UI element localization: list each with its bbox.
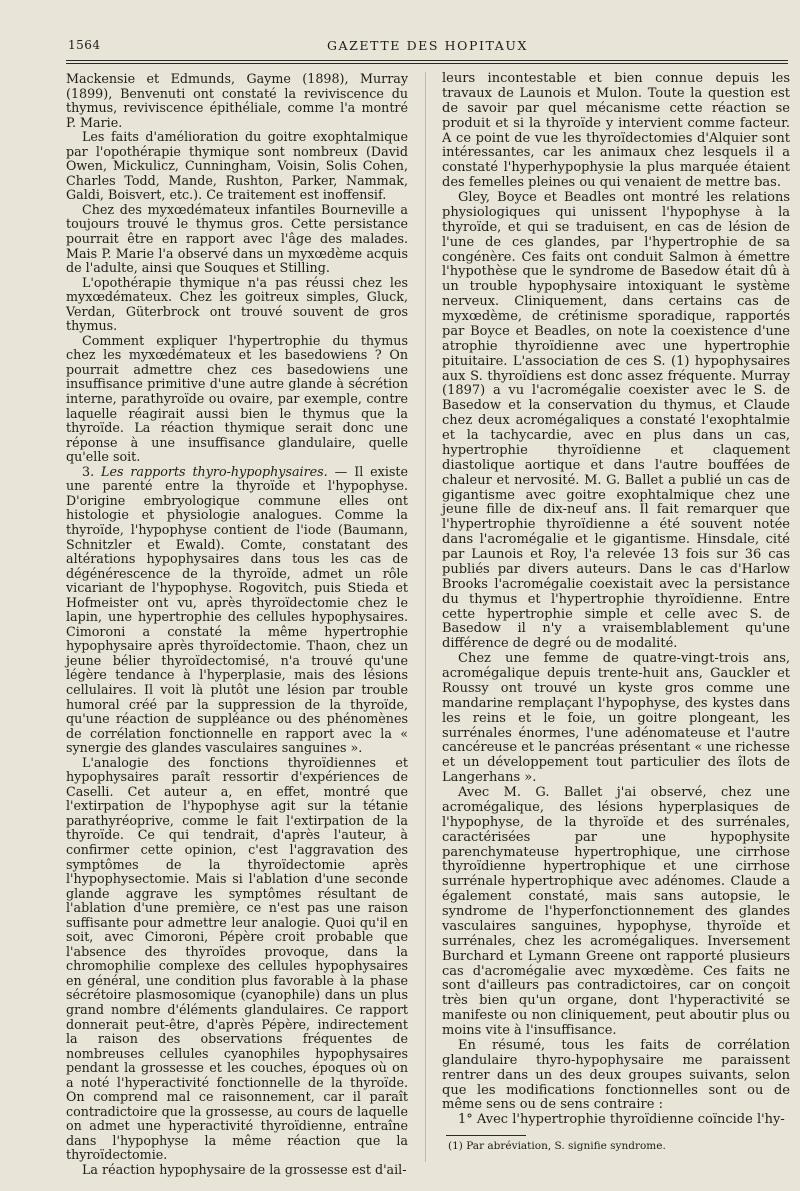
paragraph: Mackensie et Edmunds, Gayme (1898), Murray (1899), Benvenuti ont constaté la reviviscence du thymus, reviviscence épithéliale, comme l'a montré P. Marie. bbox=[66, 71, 408, 130]
paragraph: Comment expliquer l'hypertrophie du thymus chez les myxœdémateux et les basedowiens ? On pourrait admettre chez ces basedowiens une insuffisance primitive d'une autre glande à sécrétion interne, parathyroïde ou ovaire, par exemple, contre laquelle réagirait aussi bien le thymus que la thyroïde. La réaction thymique serait donc une réponse à une insuffisance glandulaire, quelle qu'elle soit. bbox=[66, 332, 408, 465]
journal-title: GAZETTE DES HOPITAUX bbox=[326, 38, 529, 53]
section-paragraph bbox=[66, 465, 408, 756]
footnote: (1) Par abréviation, S. signifie syndrome. bbox=[448, 1140, 666, 1152]
paragraph: Chez une femme de quatre-vingt-trois ans, acromégalique depuis trente-huit ans, Gauckler et Roussy ont trouvé un kyste gros comme une mandarine remplaçant l'hypophyse, des kystes dans les reins et le foie, un goitre plongeant, les surrénales énormes, l'une adénomateuse et l'autre cancéreuse et le pancréas présentant « une richesse et un développement tout particulier des îlots de Langerhans ». bbox=[442, 651, 790, 786]
header-rule-top bbox=[66, 60, 788, 61]
section-heading: Les rapports thyro-hypophysaires. bbox=[101, 463, 328, 479]
paragraph: Les faits d'amélioration du goitre exophtalmique par l'opothérapie thymique sont nombreux (David Owen, Mickulicz, Cunningham, Voisin, Solis Cohen, Charles Todd, Mande, Rushton, Parker, Nammak, Galdi, Boisvert, etc.). Ce traitement est inoffensif. bbox=[66, 129, 408, 203]
paragraph: La réaction hypophysaire de la grossesse est d'ail- bbox=[82, 1162, 407, 1178]
paragraph: 1° Avec l'hypertrophie thyroïdienne coïncide l'hy- bbox=[458, 1112, 785, 1128]
right-column bbox=[442, 72, 790, 1128]
paragraph: L'analogie des fonctions thyroïdiennes et hypophysaires paraît ressortir d'expériences de Caselli. Cet auteur a, en effet, montré que l'extirpation de l'hypophyse agit sur la tétanie parathyréoprive, comme le fait l'extirpation de la thyroïde. Ce qui tendrait, d'après l'auteur, à confirmer cette opinion, c'est l'aggravation des symptômes de la thyroïdectomie après l'hypophysectomie. Mais si l'ablation d'une seconde glande aggrave les symptômes résultant de l'ablation d'une première, ce n'est pas une raison suffisante pour admettre leur analogie. Quoi qu'il en soit, avec Cimoroni, Pépère croit probable que l'absence des thyroïdes provoque, dans la chromophilie complexe des cellules hypophysaires en général, une condition plus favorable à la phase sécrétoire plasmosomique (cyanophile) dans un plus grand nombre d'éléments glandulaires. Ce rapport donnerait peut-être, d'après Pépère, indirectement la raison des observations fréquentes de nombreuses cellules cyanophiles hypophysaires pendant la grossesse et les couches, époques où on a noté l'hyperactivité fonctionnelle de la thyroïde. On comprend mal ce raisonnement, car il paraît contradictoire que la grossesse, au cours de laquelle on admet une hyperactivité thyroïdienne, entraîne dans l'hypophyse la même réaction que la thyroïdectomie. bbox=[66, 754, 408, 1163]
section-number: 3. bbox=[82, 463, 102, 479]
paragraph: leurs incontestable et bien connue depuis les travaux de Launois et Mulon. Toute la question est de savoir par quel mécanisme cette réaction se produit et si la thyroïde y intervient comme facteur. A ce point de vue les thyroïdectomies d'Alquier sont intéressantes, car les animaux chez lesquels il a constaté l'hyperhypophysie la plus marquée étaient des femelles pleines ou qui venaient de mettre bas. bbox=[442, 71, 790, 191]
footnote-rule bbox=[446, 1135, 526, 1136]
page-number: 1564 bbox=[68, 38, 101, 52]
paragraph: Chez des myxœdémateux infantiles Bourneville a toujours trouvé le thymus gros. Cette persistance pourrait être en rapport avec l'âge des malades. Mais P. Marie l'a observé dans un myxœdème acquis de l'adulte, ainsi que Souques et Stilling. bbox=[66, 201, 408, 276]
header-rule-bottom bbox=[66, 63, 788, 64]
column-divider bbox=[425, 72, 426, 1162]
page-header bbox=[60, 38, 795, 60]
left-column bbox=[66, 72, 408, 1178]
paragraph: L'opothérapie thymique n'a pas réussi chez les myxœdémateux. Chez les goitreux simples, Gluck, Verdan, Güterbrock ont trouvé souvent de gros thymus. bbox=[66, 274, 408, 334]
paragraph: Avec M. G. Ballet j'ai observé, chez une acromégalique, des lésions hyperplasiques de l'hypophyse, de la thyroïde et des surrénales, caractérisées par une hypophysite parenchymateuse hypertrophique, une cirrhose thyroïdienne hypertrophique et une cirrhose surrénale hypertrophique avec adénomes. Claude a également constaté, mais sans autopsie, le syndrome de l'hyperfonctionnement des glandes vasculaires sanguines, hypophyse, thyroïde et surrénales, chez les acromégaliques. Inversement Burchard et Lymann Greene ont rapporté plusieurs cas d'acromégalie avec myxœdème. Ces faits ne sont d'ailleurs pas contradictoires, car on conçoit très bien qu'un organe, dont l'hyperactivité se manifeste ou non cliniquement, peut aboutir plus ou moins vite à l'insuffisance. bbox=[442, 785, 790, 1038]
paragraph: Gley, Boyce et Beadles ont montré les relations physiologiques qui unissent l'hypophyse à la thyroïde, et qui se traduisent, en cas de lésion de l'une de ces glandes, par l'hypertrophie de sa congénère. Ces faits ont conduit Salmon à émettre l'hypothèse que le syndrome de Basedow était dû à un trouble hypophysaire intoxiquant le système nerveux. Cliniquement, dans certains cas de myxœdème, de crétinisme sporadique, rapportés par Boyce et Beadles, on note la coexistence d'une atrophie thyroïdienne avec une hypertrophie pituitaire. L'association de ces S. (1) hypophysaires aux S. thyroïdiens est donc assez fréquente. Murray (1897) a vu l'acromégalie coexister avec le S. de Basedow et la conservation du thymus, et Claude chez deux acromégaliques a constaté l'exophtalmie et la tachycardie, avec en plus dans un cas, hypertrophie thyroïdienne et claquement diastolique aortique et dans l'autre bouffées de chaleur et nervosité. M. G. Ballet a publié un cas de gigantisme avec goitre exophtalmique chez une jeune fille de dix-neuf ans. Il fait remarquer que l'hypertrophie thyroïdienne a été souvent notée dans l'acromégalie et le gigantisme. Hinsdale, cité par Launois et Roy, l'a relevée 13 fois sur 36 cas publiés par divers auteurs. Dans le cas d'Harlow Brooks l'acromégalie coexistait avec la persistance du thymus et l'hypertrophie thyroïdienne. Entre cette hypertrophie simple et celle avec S. de Basedow il n'y a vraisemblablement qu'une différence de degré ou de modalité. bbox=[442, 190, 790, 652]
paragraph: En résumé, tous les faits de corrélation glandulaire thyro-hypophysaire me paraissent rentrer dans un des deux groupes suivants, selon que les modifications fonctionnelles sont ou de même sens ou de sens contraire : bbox=[442, 1037, 790, 1113]
section-text: — Il existe une parenté entre la thyroïde et l'hypophyse. D'origine embryologique commune elles ont histologie et physiologie analogues. Comme la thyroïde, l'hypophyse contient de l'iode (Baumann, Schnitzler et Ewald). Comte, constatant des altérations hypophysaires dans tous les cas de dégénérescence de la thyroïde, admet un rôle vicariant de l'hypophyse. Rogovitch, puis Stieda et Hofmeister ont vu, après thyroïdectomie chez le lapin, une hypertrophie des cellules hypophysaires. Cimoroni a constaté la même hypertrophie hypophysaire après thyroïdectomie. Thaon, chez un jeune bélier thyroïdectomisé, n'a trouvé qu'une légère tendance à l'hyperplasie, mais des lésions cellulaires. Il voit là plutôt une lésion par trouble humoral créé par la suppression de la thyroïde, qu'une réaction de suppléance ou des phénomènes de corrélation fonctionnelle en rapport avec la « synergie des glandes vasculaires sanguines ». bbox=[66, 463, 409, 756]
